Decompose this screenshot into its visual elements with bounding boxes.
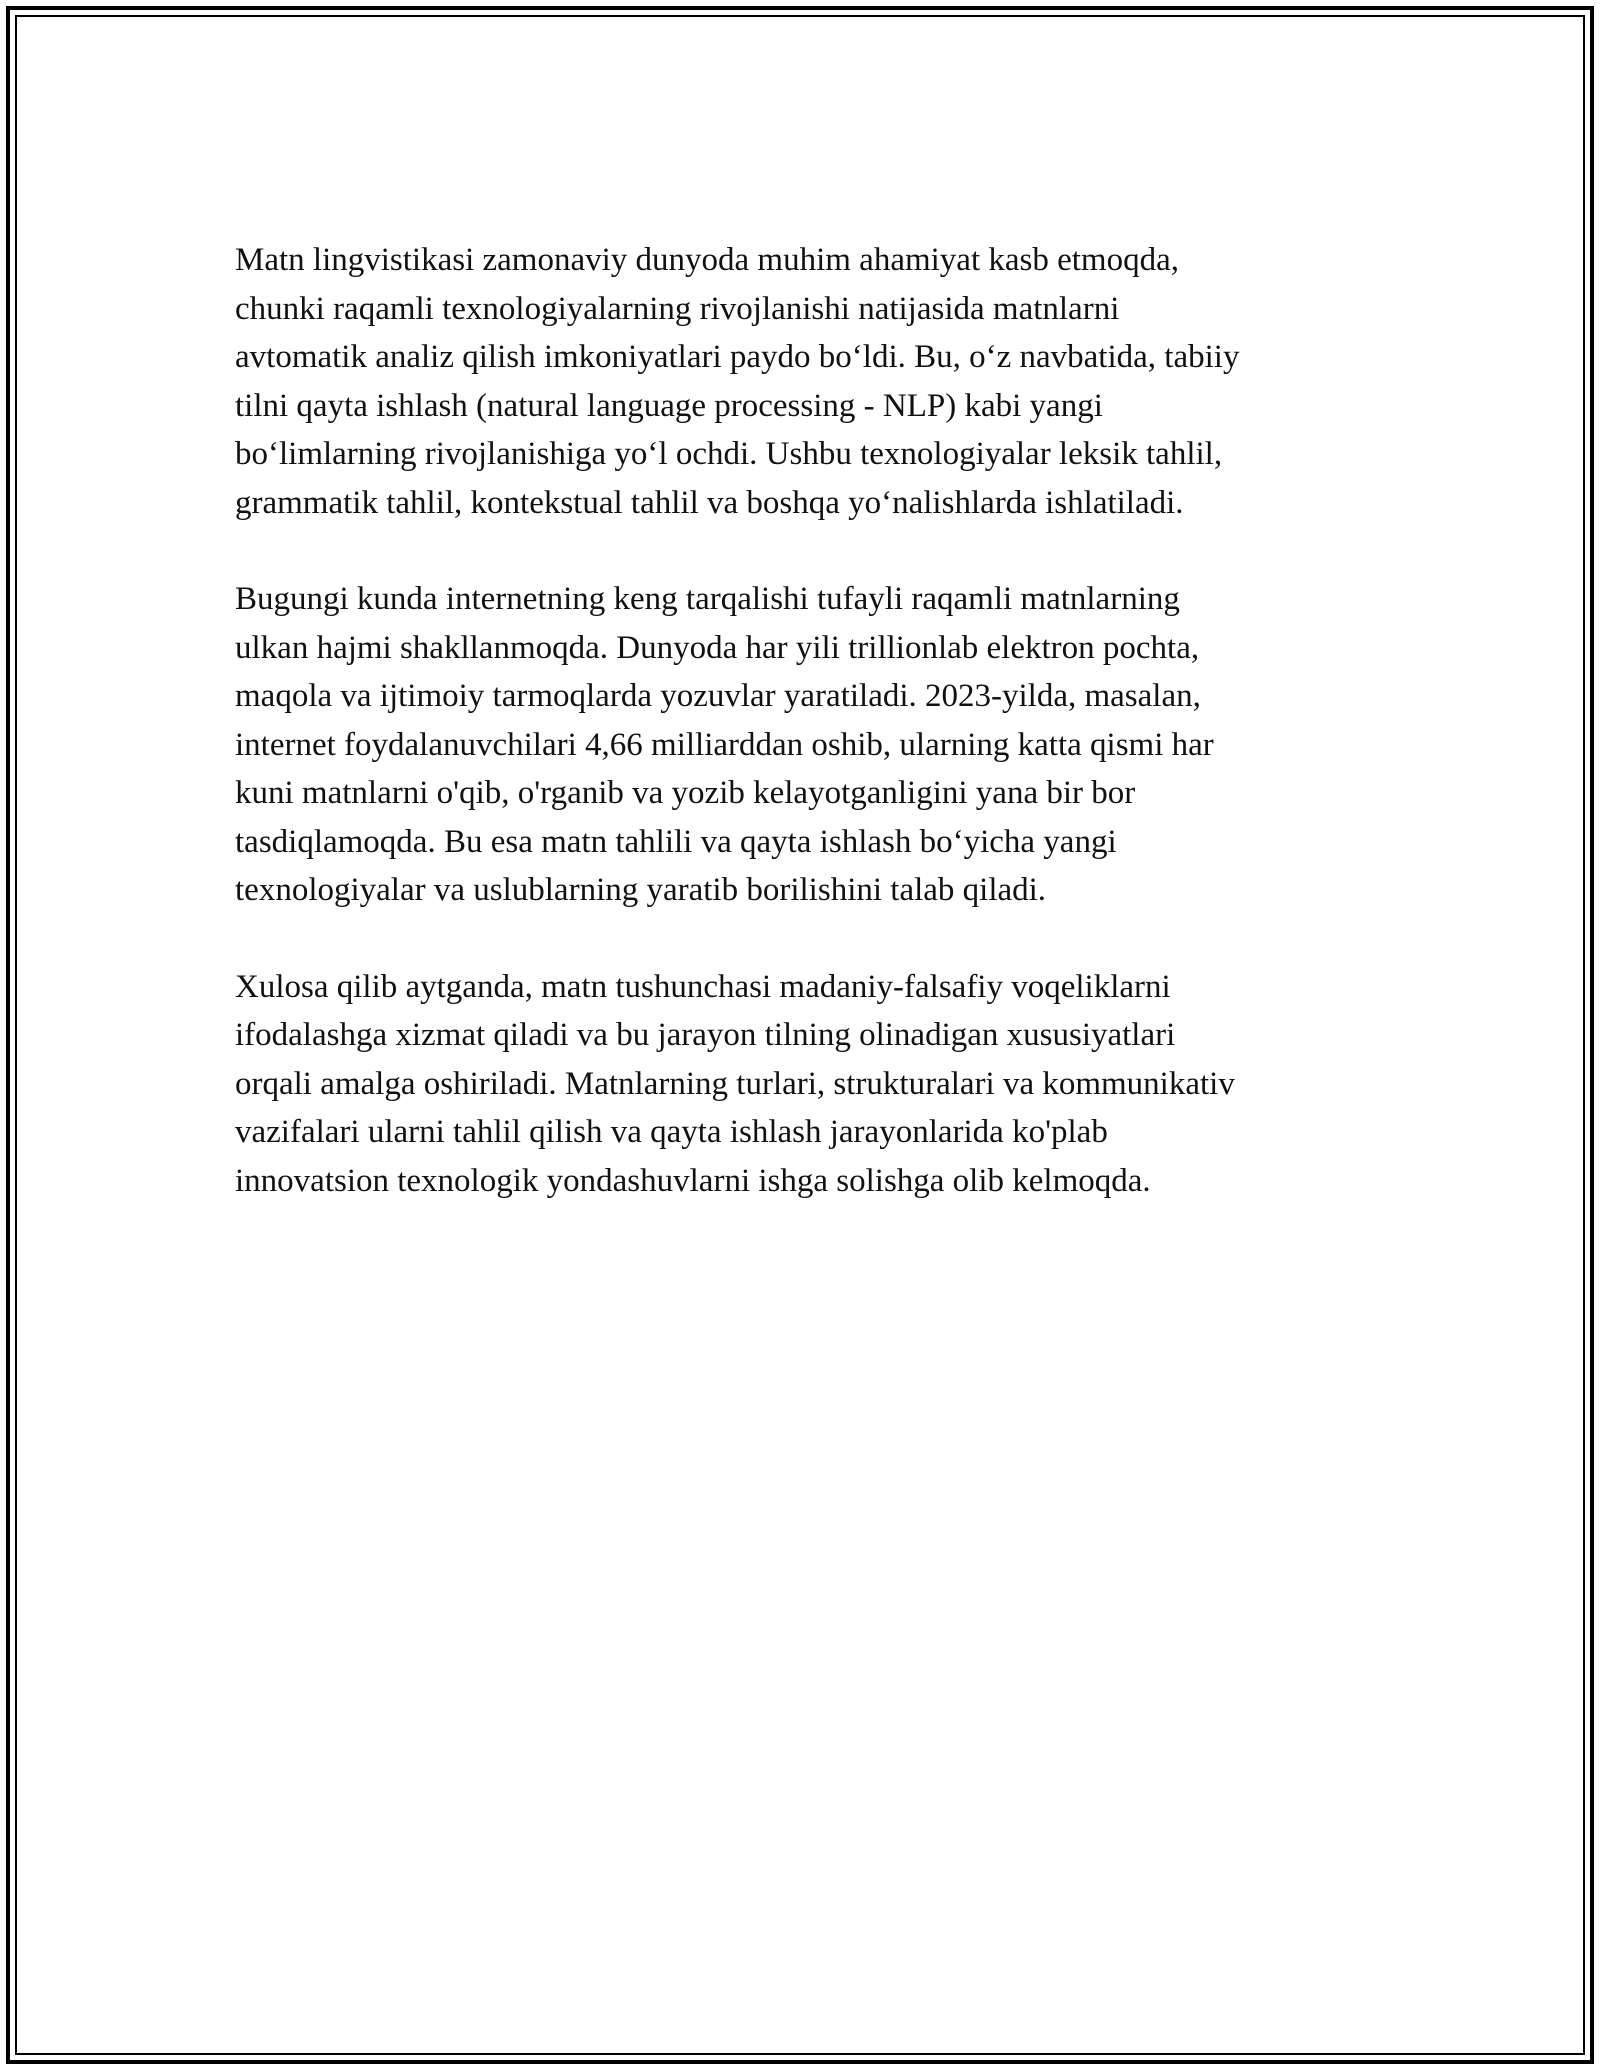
paragraph-3: Xulosa qilib aytganda, matn tushunchasi madaniy-falsafiy voqeliklarni ifodalashga xizmat qiladi va bu jarayon tilning olinadigan xususiyatlari orqali amalga oshiriladi. Matnlarning turlari, strukturalari va kommunikativ vazifalari ularni tahlil qilish va qayta ishlash jarayonlarida ko'plab innovatsion texnologik yondashuvlarni ishga solishga olib kelmoqda. <box>235 968 1235 1199</box>
paragraph-2: Bugungi kunda internetning keng tarqalishi tufayli raqamli matnlarning ulkan hajmi shakllanmoqda. Dunyoda har yili trillionlab elektron pochta, maqola va ijtimoiy tarmoqlarda yozuvlar yaratiladi. 2023-yilda, masalan, internet foydalanuvchilari 4,66 milliarddan oshib, ularning katta qismi har kuni matnlarni o'qib, o'rganib va yozib kelayotganligini yana bir bor tasdiqlamoqda. Bu esa matn tahlili va qayta ishlash bo‘yicha yangi texnologiyalar va uslublarning yaratib borilishini talab qiladi. <box>235 581 1214 908</box>
document-body <box>235 236 1365 1253</box>
paragraph-1: Matn lingvistikasi zamonaviy dunyoda muhim ahamiyat kasb etmoqda, chunki raqamli texnologiyalarning rivojlanishi natijasida matnlarni avtomatik analiz qilish imkoniyatlari paydo bo‘ldi. Bu, o‘z navbatida, tabiiy tilni qayta ishlash (natural language processing - NLP) kabi yangi bo‘limlarning rivojlanishiga yo‘l ochdi. Ushbu texnologiyalar leksik tahlil, grammatik tahlil, kontekstual tahlil va boshqa yo‘nalishlarda ishlatiladi. <box>235 242 1240 521</box>
